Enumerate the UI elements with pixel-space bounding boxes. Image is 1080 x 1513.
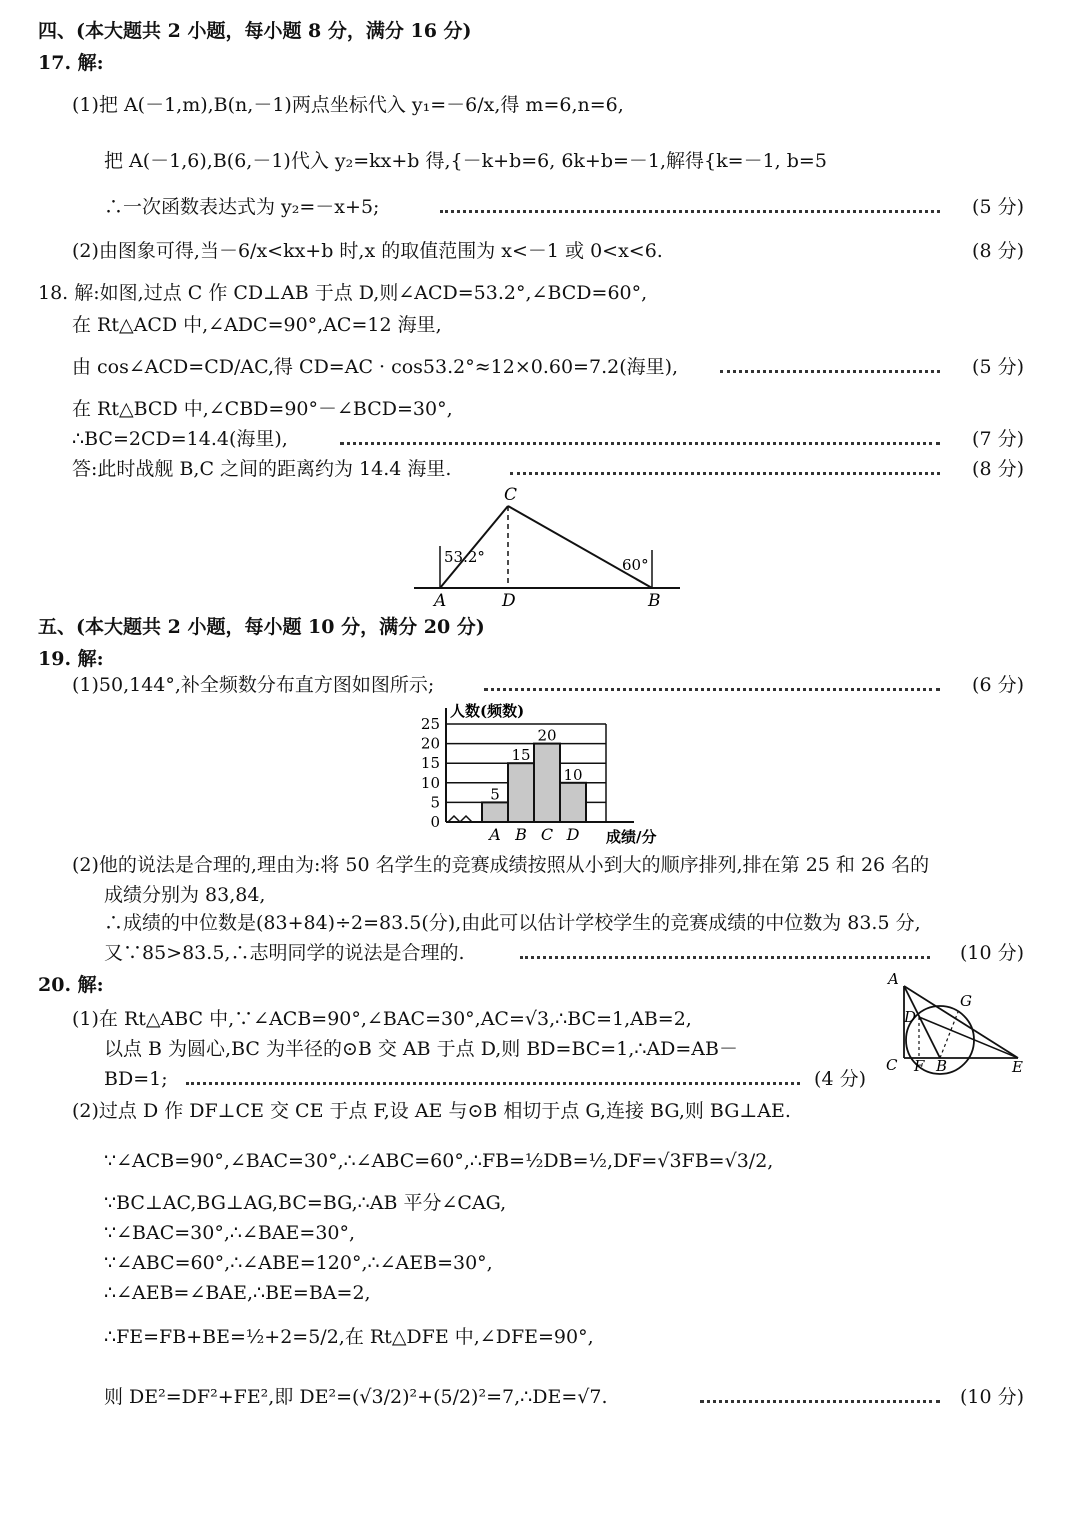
solution-line: ∵∠ABC=60°,∴∠ABE=120°,∴∠AEB=30°, [104,1252,493,1274]
score-mark: (5 分) [972,356,1024,378]
leader-dots [510,472,940,475]
bar-value-label: 5 [490,785,500,804]
solution-line: (2)过点 D 作 DF⊥CE 交 CE 于点 F,设 AE 与⊙B 相切于点 G,连接 BG,则 BG⊥AE. [72,1100,791,1122]
label-c: C [886,1056,898,1074]
question-number: 20. 解: [38,974,104,996]
section-heading: 四、(本大题共 2 小题，每小题 8 分，满分 16 分) [38,20,472,42]
leader-dots [340,442,940,445]
triangle-figure [400,482,700,612]
score-mark: (10 分) [959,942,1024,964]
angle-a-label: 53.2° [444,548,485,566]
leader-dots [440,210,940,213]
solution-line: 又∵85>83.5,∴志明同学的说法是合理的. [104,942,465,964]
y-tick-label: 15 [420,754,440,773]
solution-line: (1)在 Rt△ABC 中,∵∠ACB=90°,∠BAC=30°,AC=√3,∴BC=1,AB=2, [72,1008,692,1030]
question-number: 19. 解: [38,648,104,670]
histogram-bar [508,763,534,822]
solution-line: ∵∠BAC=30°,∴∠BAE=30°, [104,1222,356,1244]
bar-value-label: 10 [563,765,583,784]
y-tick-label: 10 [420,773,440,792]
solution-line: 18. 解:如图,过点 C 作 CD⊥AB 于点 D,则∠ACD=53.2°,∠BCD=60°, [38,282,648,304]
y-tick-label: 0 [430,813,440,831]
x-tick-label: B [515,825,527,844]
label-b: B [936,1057,948,1075]
solution-line: (2)他的说法是合理的,理由为:将 50 名学生的竞赛成绩按照从小到大的顺序排列,排在第 25 和 26 名的 [72,854,930,876]
bar-value-label: 20 [537,726,557,745]
score-mark: (10 分) [959,1386,1024,1408]
solution-line: ∴成绩的中位数是(83+84)÷2=83.5(分),由此可以估计学校学生的竞赛成绩的中位数为 83.5 分, [104,912,921,934]
solution-line: 以点 B 为圆心,BC 为半径的⊙B 交 AB 于点 D,则 BD=BC=1,∴AD=AB－ [104,1038,738,1060]
label-e: E [1012,1058,1023,1076]
side-cb [508,506,652,588]
solution-line: ∴BC=2CD=14.4(海里), [72,428,288,450]
x-tick-label: A [489,825,501,844]
leader-dots [520,956,930,959]
question-number: 17. 解: [38,52,104,74]
angle-b-label: 60° [622,556,649,574]
x-tick-label: C [540,825,554,844]
y-axis-label: 人数(频数) [450,702,525,720]
solution-line: ∴FE=FB+BE=½+2=5/2,在 Rt△DFE 中,∠DFE=90°, [104,1326,594,1348]
y-tick-label: 20 [420,734,440,753]
label-g: G [960,992,972,1010]
label-d: D [502,591,516,611]
section-heading: 五、(本大题共 2 小题，每小题 10 分，满分 20 分) [38,616,485,638]
histogram-chart [416,700,686,848]
label-b: B [648,591,661,611]
solution-line: 在 Rt△BCD 中,∠CBD=90°－∠BCD=30°, [72,398,453,420]
label-a: A [888,972,899,988]
solution-line: BD=1; [104,1068,168,1090]
score-mark: (8 分) [972,458,1024,480]
label-d: D [904,1008,917,1026]
score-mark: (5 分) [972,196,1024,218]
side-ac [440,506,508,588]
score-mark: (6 分) [972,674,1024,696]
y-tick-label: 5 [430,793,440,812]
score-mark: (7 分) [972,428,1024,450]
solution-line: 在 Rt△ACD 中,∠ADC=90°,AC=12 海里, [72,314,442,336]
label-c: C [504,485,518,505]
solution-line: (2)由图象可得,当－6/x<kx+b 时,x 的取值范围为 x<－1 或 0<x<6. [72,240,663,262]
label-a: A [434,591,447,611]
solution-line: 把 A(－1,6),B(6,－1)代入 y₂=kx+b 得,{－k+b=6, 6k+b=－1,解得{k=－1, b=5 [104,150,827,172]
circle-figure [880,972,1030,1082]
leader-dots [484,688,940,691]
x-axis-label: 成绩/分 [606,828,657,846]
score-mark: (4 分) [814,1068,866,1090]
leader-dots [700,1400,940,1403]
leader-dots [720,370,940,373]
histogram-bar [560,783,586,822]
solution-line: ∴一次函数表达式为 y₂=－x+5; [104,196,380,218]
solution-line: 由 cos∠ACD=CD/AC,得 CD=AC · cos53.2°≈12×0.60=7.2(海里), [72,356,679,378]
solution-line: 答:此时战舰 B,C 之间的距离约为 14.4 海里. [72,458,452,480]
bar-value-label: 15 [511,746,531,765]
solution-line: ∴∠AEB=∠BAE,∴BE=BA=2, [104,1282,371,1304]
solution-line: (1)把 A(－1,m),B(n,－1)两点坐标代入 y₁=－6/x,得 m=6,n=6, [72,94,624,116]
histogram-bar [482,802,508,822]
label-f: F [914,1057,925,1075]
y-tick-label: 25 [420,715,440,733]
x-tick-label: D [566,825,580,844]
histogram-bar [534,744,560,822]
solution-line: (1)50,144°,补全频数分布直方图如图所示; [72,674,435,696]
solution-line: 成绩分别为 83,84, [104,884,266,906]
solution-line: ∵BC⊥AC,BG⊥AG,BC=BG,∴AB 平分∠CAG, [104,1192,507,1214]
score-mark: (8 分) [972,240,1024,262]
solution-line: ∵∠ACB=90°,∠BAC=30°,∴∠ABC=60°,∴FB=½DB=½,DF=√3FB=√3/2, [104,1150,774,1172]
solution-line: 则 DE²=DF²+FE²,即 DE²=(√3/2)²+(5/2)²=7,∴DE=√7. [104,1386,608,1408]
leader-dots [186,1082,800,1085]
